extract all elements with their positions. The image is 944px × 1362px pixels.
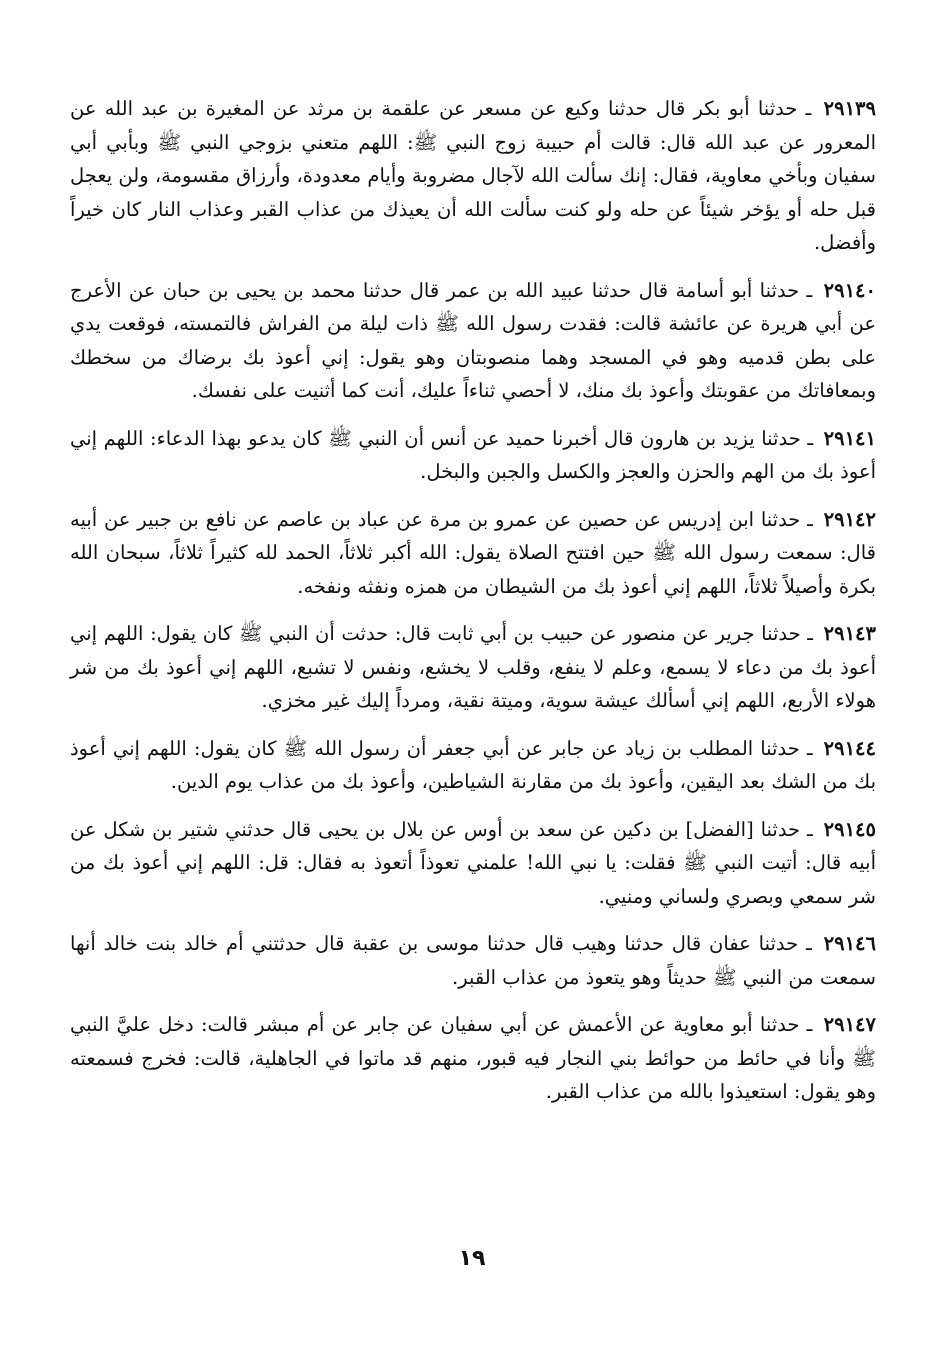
hadith-text: ـ حدثنا ابن إدريس عن حصين عن عمرو بن مرة عن عباد بن عاصم عن نافع بن جبير عن أبيه قال: سمعت رسول الله ﷺ حين افتتح الصلاة يقول: الله أكبر ثلاثاً، الحمد لله كثيراً ثلاثاً، سبحان الله بكرة وأصيلاً ثلاثاً، اللهم إني أعوذ بك من الشيطان من همزه ونفثه ونفخه.: [70, 507, 876, 598]
hadith-text: ـ حدثنا المطلب بن زياد عن جابر عن أبي جعفر أن رسول الله ﷺ كان يقول: اللهم إني أعوذ بك من الشك بعد اليقين، وأعوذ بك من مقارنة الشياطين، وأعوذ بك من عذاب يوم الدين.: [70, 736, 876, 793]
page-body: [70, 92, 876, 1123]
hadith-29141: [70, 422, 876, 489]
hadith-number: ٢٩١٤٠: [823, 278, 877, 302]
hadith-number: ٢٩١٤٣: [823, 622, 877, 645]
hadith-text: ـ حدثنا أبو معاوية عن الأعمش عن أبي سفيان عن جابر عن أم مبشر قالت: دخل عليَّ النبي ﷺ وأنا في حائط من حوائط بني النجار فيه قبور، منهم قد ماتوا في الجاهلية، قالت: فخرج فسمعته وهو يقول: استعيذوا بالله من عذاب القبر.: [70, 1013, 876, 1103]
hadith-number: ٢٩١٤٥: [823, 817, 876, 841]
hadith-number: ٢٩١٤٧: [823, 1013, 877, 1036]
hadith-29143: [70, 617, 876, 718]
hadith-number: ٢٩١٤٤: [823, 736, 876, 760]
hadith-29147: [70, 1008, 876, 1109]
hadith-29142: [70, 503, 876, 604]
hadith-text: ـ حدثنا أبو أسامة قال حدثنا عبيد الله بن عمر قال حدثنا محمد بن يحيى بن حبان عن الأعرج عن أبي هريرة عن عائشة قالت: فقدت رسول الله ﷺ ذات ليلة من الفراش فالتمسته، فوقعت يدي على بطن قدميه وهو في المسجد وهما منصوبتان وهو يقول: إني أعوذ بك برضاك من سخطك وبمعافاتك من عقوبتك وأعوذ بك منك، لا أحصي ثناءاً عليك، أنت كما أثنيت على نفسك.: [70, 278, 876, 402]
hadith-number: ٢٩١٤١: [823, 426, 876, 450]
hadith-text: ـ حدثنا [الفضل] بن دكين عن سعد بن أوس عن بلال بن يحيى قال حدثني شتير بن شكل عن أبيه قال: أتيت النبي ﷺ فقلت: يا نبي الله! علمني تعوذاً أتعوذ به فقال: قل: اللهم إني أعوذ بك من شر سمعي وبصري ولساني ومنيي.: [70, 817, 876, 908]
hadith-29140: [70, 274, 876, 408]
hadith-text: ـ حدثنا أبو بكر قال حدثنا وكيع عن مسعر عن علقمة بن مرثد عن المغيرة بن عبد الله عن المعرور عن عبد الله قال: قالت أم حبيبة زوج النبي ﷺ: اللهم متعني بزوجي النبي ﷺ وبأبي أبي سفيان وبأخي معاوية، فقال: إنك سألت الله لآجال مضروبة وأيام معدودة، وأرزاق مقسومة، ولن يعجل قبل حله أو يؤخر شيئاً عن حله ولو كنت سألت الله أن يعيذك من عذاب القبر وعذاب النار كان خيراً وأفضل.: [70, 97, 876, 254]
hadith-number: ٢٩١٤٢: [823, 507, 876, 531]
hadith-number: ٢٩١٣٩: [823, 97, 876, 120]
hadith-29144: [70, 732, 876, 799]
hadith-29139: [70, 92, 876, 260]
page-number: ١٩: [458, 1246, 486, 1271]
hadith-number: ٢٩١٤٦: [823, 932, 876, 955]
hadith-29146: [70, 927, 876, 994]
hadith-text: ـ حدثنا يزيد بن هارون قال أخبرنا حميد عن أنس أن النبي ﷺ كان يدعو بهذا الدعاء: اللهم إني أعوذ بك من الهم والحزن والعجز والكسل والجبن والبخل.: [70, 426, 876, 483]
hadith-text: ـ حدثنا عفان قال حدثنا وهيب قال حدثنا موسى بن عقبة قال حدثتني أم خالد بنت خالد أنها سمعت من النبي ﷺ حديثاً وهو يتعوذ من عذاب القبر.: [70, 932, 876, 989]
hadith-29145: [70, 813, 876, 914]
hadith-text: ـ حدثنا جرير عن منصور عن حبيب بن أبي ثابت قال: حدثت أن النبي ﷺ كان يقول: اللهم إني أعوذ بك من دعاء لا يسمع، وعلم لا ينفع، وقلب لا يخشع، ونفس لا تشبع، اللهم إني أعوذ بك من شر هولاء الأربع، اللهم إني أسألك عيشة سوية، وميتة نقية، ومرداً إليك غير مخزي.: [70, 622, 876, 712]
